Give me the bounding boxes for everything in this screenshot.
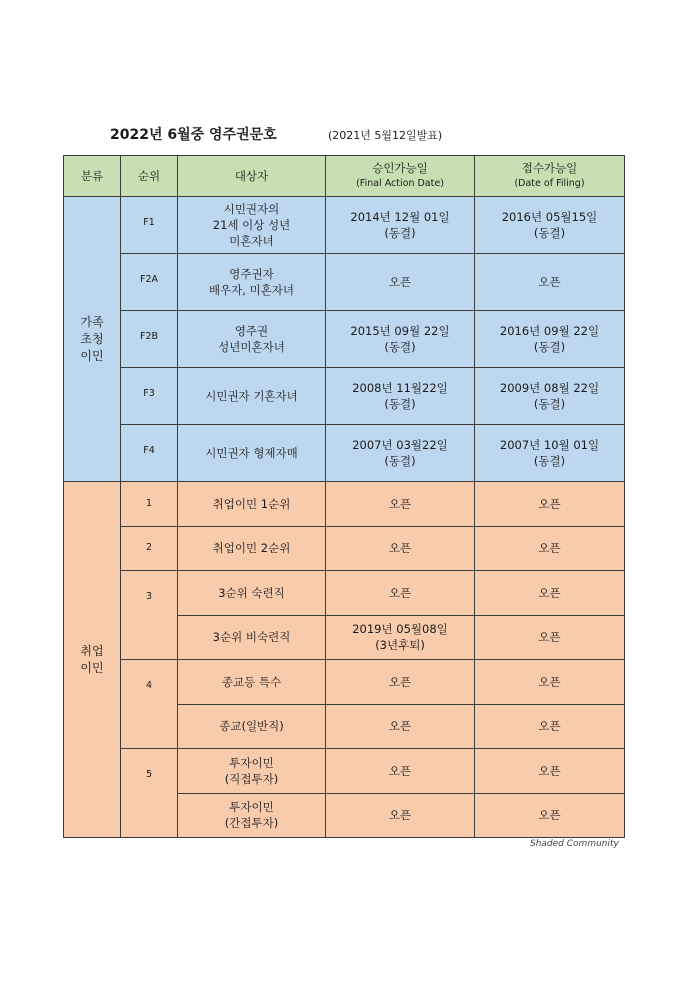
- header-final-action: [326, 156, 475, 197]
- page-title: 2022년 6월중 영주권문호: [110, 127, 277, 143]
- rank-label: F3: [143, 388, 155, 399]
- target-cell: 3순위 비숙련직: [178, 615, 326, 660]
- rank-cell: [121, 571, 178, 660]
- final-action-cell: 오픈: [326, 571, 475, 616]
- table-row: [64, 526, 625, 571]
- final-action-cell: 오픈: [326, 793, 475, 838]
- header-row: [64, 156, 625, 197]
- header-filing-label: 접수가능일: [521, 161, 578, 175]
- rank-label: 4: [145, 680, 153, 691]
- table-row: [64, 254, 625, 311]
- rank-cell: [121, 425, 178, 482]
- final-action-cell: 오픈: [326, 526, 475, 571]
- rank-label: 5: [145, 769, 153, 780]
- header-final-action-label: 승인가능일: [372, 161, 428, 175]
- target-cell: 시민권자의 21세 이상 성년 미혼자녀: [178, 197, 326, 254]
- rank-cell: [121, 482, 178, 527]
- filing-cell: 2009년 08월 22일 (동결): [475, 368, 625, 425]
- final-action-cell: 오픈: [326, 482, 475, 527]
- filing-cell: 2016년 05월15일 (동결): [475, 197, 625, 254]
- visa-bulletin-table: [63, 155, 625, 838]
- final-action-cell: 2014년 12월 01일 (동결): [326, 197, 475, 254]
- footer-credit: Shaded Community: [530, 839, 619, 849]
- rank-label: F4: [143, 445, 155, 456]
- filing-cell: 오픈: [475, 526, 625, 571]
- target-cell: 투자이민 (직접투자): [178, 749, 326, 794]
- header-filing: [475, 156, 625, 197]
- rank-cell: [121, 368, 178, 425]
- final-action-cell: 2007년 03월22일 (동결): [326, 425, 475, 482]
- target-cell: 영주권 성년미혼자녀: [178, 311, 326, 368]
- rank-cell: [121, 660, 178, 749]
- filing-cell: 오픈: [475, 615, 625, 660]
- filing-cell: 오픈: [475, 571, 625, 616]
- filing-cell: 2007년 10월 01일 (동결): [475, 425, 625, 482]
- target-cell: 투자이민 (간접투자): [178, 793, 326, 838]
- rank-label: F1: [143, 217, 155, 228]
- category-employment: 취업 이민: [64, 482, 121, 838]
- header-rank: 순위: [121, 156, 178, 197]
- target-cell: 영주권자 배우자, 미혼자녀: [178, 254, 326, 311]
- category-family: 가족 초청 이민: [64, 197, 121, 482]
- rank-cell: [121, 311, 178, 368]
- rank-label: 3: [145, 591, 153, 602]
- final-action-cell: 오픈: [326, 254, 475, 311]
- target-cell: 취업이민 1순위: [178, 482, 326, 527]
- target-cell: 3순위 숙련직: [178, 571, 326, 616]
- rank-cell: [121, 197, 178, 254]
- target-cell: 취업이민 2순위: [178, 526, 326, 571]
- filing-cell: 2016년 09월 22일 (동결): [475, 311, 625, 368]
- rank-label: F2A: [139, 274, 158, 285]
- filing-cell: 오픈: [475, 749, 625, 794]
- filing-cell: 오픈: [475, 793, 625, 838]
- table-row: [64, 425, 625, 482]
- filing-cell: 오픈: [475, 660, 625, 705]
- filing-cell: 오픈: [475, 482, 625, 527]
- final-action-cell: 2015년 09월 22일 (동결): [326, 311, 475, 368]
- table-row: [64, 368, 625, 425]
- rank-cell: [121, 254, 178, 311]
- final-action-cell: 오픈: [326, 660, 475, 705]
- final-action-cell: 2019년 05월08일 (3년후퇴): [326, 615, 475, 660]
- table-row: [64, 571, 625, 616]
- header-target: 대상자: [178, 156, 326, 197]
- table-row: [64, 197, 625, 254]
- target-cell: 시민권자 기혼자녀: [178, 368, 326, 425]
- table-row: [64, 660, 625, 705]
- final-action-cell: 오픈: [326, 749, 475, 794]
- header-filing-en: (Date of Filing): [514, 178, 585, 189]
- rank-label: F2B: [139, 331, 159, 342]
- final-action-cell: 2008년 11월22일 (동결): [326, 368, 475, 425]
- rank-cell: [121, 749, 178, 838]
- announcement-date: (2021년 5월12일발표): [328, 129, 443, 142]
- target-cell: 종교(일반직): [178, 704, 326, 749]
- rank-label: 1: [145, 497, 153, 509]
- filing-cell: 오픈: [475, 704, 625, 749]
- table-row: [64, 749, 625, 794]
- target-cell: 시민권자 형제자매: [178, 425, 326, 482]
- header-category: 분류: [64, 156, 121, 197]
- header-final-action-en: (Final Action Date): [356, 178, 444, 189]
- rank-label: 2: [145, 542, 153, 554]
- filing-cell: 오픈: [475, 254, 625, 311]
- table-row: [64, 311, 625, 368]
- final-action-cell: 오픈: [326, 704, 475, 749]
- table-row: [64, 482, 625, 527]
- rank-cell: [121, 526, 178, 571]
- target-cell: 종교등 특수: [178, 660, 326, 705]
